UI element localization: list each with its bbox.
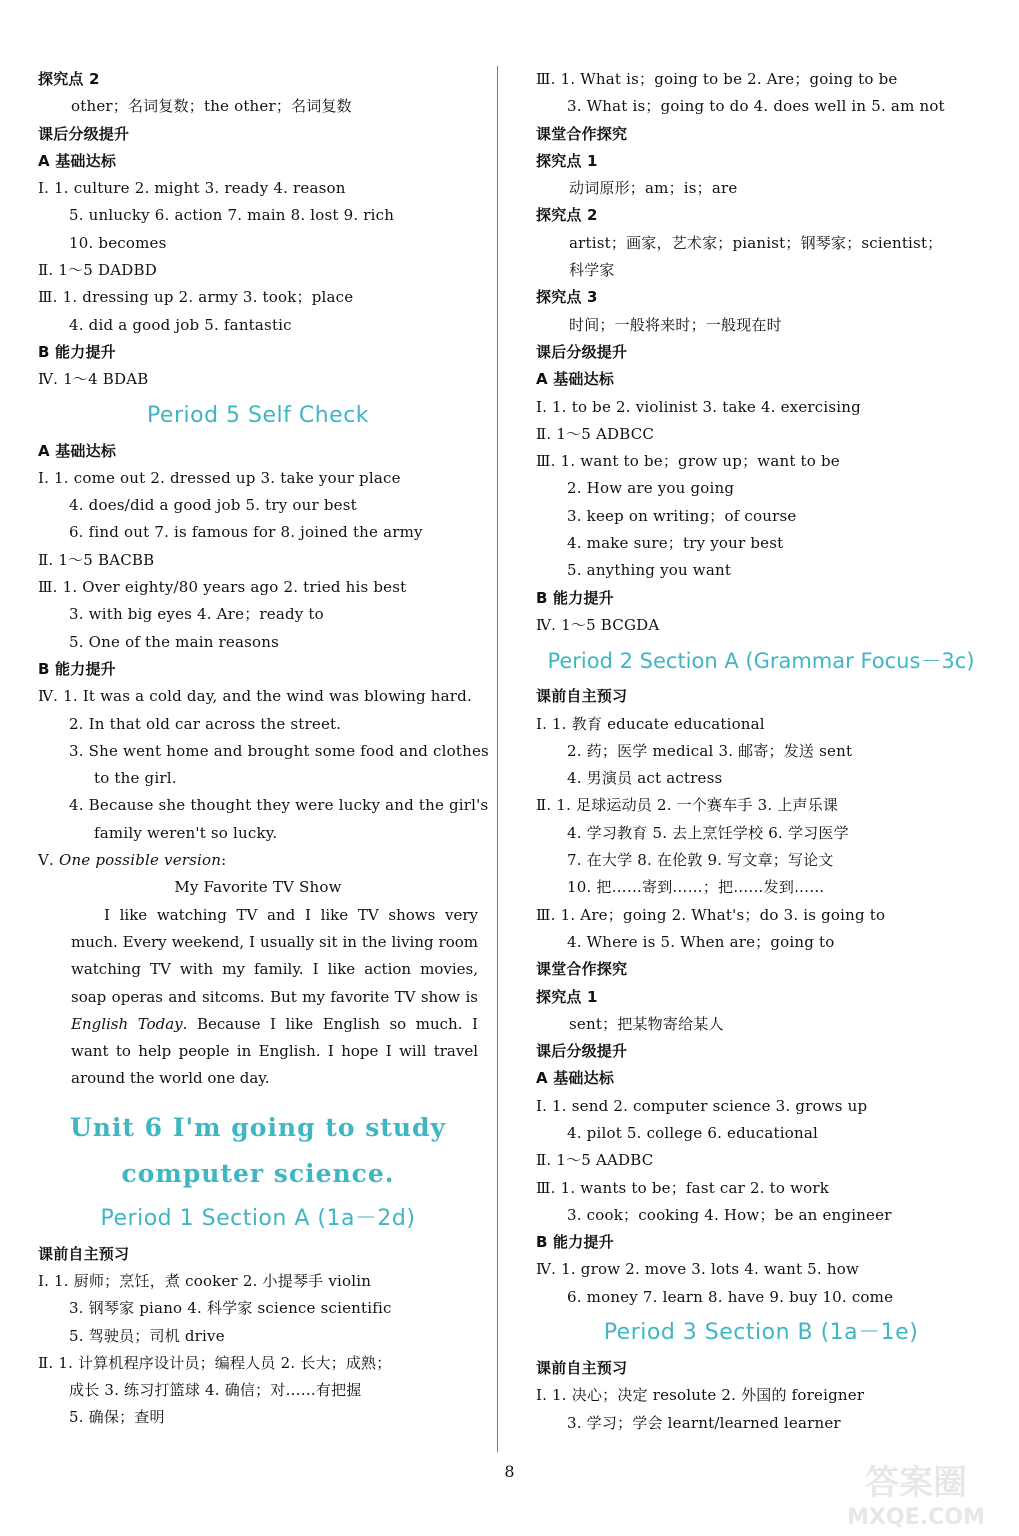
heading-probe1: 探究点 1 [536,151,598,170]
unit6-title-line2: computer science. [121,1158,395,1188]
answer-line: 4. Where is 5. When are；going to [567,932,835,951]
left-column [38,66,489,1432]
possible-version-label: One possible version [58,851,222,870]
answer-line: 5. One of the main reasons [69,632,280,651]
heading-b-ability: B 能力提升 [38,342,116,361]
heading-after-class: 课后分级提升 [38,124,130,143]
heading-b-ability: B 能力提升 [536,588,614,607]
answer-line: 5. 驾驶员；司机 drive [69,1326,225,1345]
answer-line: 4. does/did a good job 5. try our best [69,496,357,515]
heading-b-ability: B 能力提升 [38,659,116,678]
answer-line: 5. unlucky 6. action 7. main 8. lost 9. rich [69,206,395,225]
answer-line: 4. make sure；try your best [567,534,784,553]
answer-line: 4. 学习教育 5. 去上烹饪学校 6. 学习医学 [567,823,849,842]
heading-preview: 课前自主预习 [38,1244,130,1263]
answer-line: 成长 3. 练习打篮球 4. 确信；对……有把握 [69,1381,362,1400]
answer-line: 动词原形；am；is；are [569,179,738,198]
answer-line: Ⅱ. 1～5 BACBB [38,550,155,569]
answer-line: 2. In that old car across the street. [69,714,342,733]
answer-line: 4. did a good job 5. fantastic [69,315,292,334]
column-divider [497,66,498,1452]
roman-prefix: Ⅴ. [38,851,59,870]
answer-line: 5. anything you want [567,561,732,580]
heading-b-ability: B 能力提升 [536,1233,614,1252]
answer-line: 6. money 7. learn 8. have 9. buy 10. come [567,1287,894,1306]
heading-probe3: 探究点 3 [536,288,598,307]
answer-line: Ⅲ. 1. want to be；grow up；want to be [536,452,840,471]
answer-line: 2. How are you going [567,479,735,498]
answer-line: Ⅳ. 1. grow 2. move 3. lots 4. want 5. how [536,1260,859,1279]
page-number: 8 [504,1462,515,1481]
heading-a-basic: A 基础达标 [536,370,615,389]
answer-line: Ⅰ. 1. to be 2. violinist 3. take 4. exercising [536,397,861,416]
answer-line: Ⅳ. 1～5 BCGDA [536,615,660,634]
answer-line: Ⅲ. 1. dressing up 2. army 3. took；place [38,288,354,307]
period3-title: Period 3 Section B (1a－1e) [603,1320,919,1346]
svg-text:答案圈: 答案圈 [865,1463,967,1503]
answer-line: 7. 在大学 8. 在伦敦 9. 写文章；写论文 [567,851,834,870]
answer-line: Ⅱ. 1. 足球运动员 2. 一个赛车手 3. 上声乐课 [536,796,839,815]
answer-line: 10. becomes [69,233,167,252]
answer-line: Ⅰ. 1. send 2. computer science 3. grows up [536,1096,868,1115]
heading-a-basic: A 基础达标 [536,1069,615,1088]
answer-line: 4. Because she thought they were lucky and the girl's [69,796,489,815]
answer-line: Ⅳ. 1. It was a cold day, and the wind was blowing hard. [38,687,472,706]
writing-prompt [38,847,478,874]
answer-line: 3. What is；going to do 4. does well in 5. am not [567,97,945,116]
heading-class: 课堂合作探究 [536,124,628,143]
answer-line: 时间；一般将来时；一般现在时 [569,315,782,334]
heading-probe2: 探究点 2 [38,70,100,88]
answer-line: Ⅰ. 1. 决心；决定 resolute 2. 外国的 foreigner [536,1386,865,1405]
answer-line: 4. 男演员 act actress [567,769,723,788]
heading-probe1: 探究点 1 [536,987,598,1006]
answer-line: Ⅰ. 1. 教育 educate educational [536,714,765,733]
answer-line: 3. 学习；学会 learnt/learned learner [567,1413,841,1432]
answer-line: 3. She went home and brought some food and clothes [69,741,489,760]
answer-line: 科学家 [569,261,615,280]
essay-text: I like watching TV and I like TV shows very much. Every weekend, I usually sit in the living room watching TV with my family. I like action movies, soap operas and sitcoms. But my favorite TV show is [71,905,478,1006]
answer-line: Ⅰ. 1. come out 2. dressed up 3. take your place [38,468,401,487]
answer-line: Ⅲ. 1. What is；going to be 2. Are；going to be [536,70,898,88]
period5-title: Period 5 Self Check [146,402,370,428]
heading-a-basic: A 基础达标 [38,441,117,460]
essay-text: . Because I like English so much. I want to help people in English. I hope I will travel around the world one day. [71,1014,478,1088]
answer-line: sent；把某物寄给某人 [569,1014,724,1033]
answer-line: Ⅰ. 1. 厨师；烹饪，煮 cooker 2. 小提琴手 violin [38,1271,372,1290]
heading-after-class: 课后分级提升 [536,342,628,361]
answer-line: 2. 药；医学 medical 3. 邮寄；发送 sent [567,741,853,760]
period2-title: Period 2 Section A (Grammar Focus－3c) [547,649,975,674]
answer-line: 5. 确保；查明 [69,1408,165,1427]
heading-class: 课堂合作探究 [536,960,628,979]
right-column [536,66,986,1437]
period1-title: Period 1 Section A (1a－2d) [100,1205,416,1231]
svg-text:MXQE.COM: MXQE.COM [847,1505,985,1530]
heading-preview: 课前自主预习 [536,1359,628,1378]
answer-line: Ⅱ. 1～5 DADBD [38,261,157,280]
answer-line: 3. 钢琴家 piano 4. 科学家 science scientific [69,1299,392,1318]
answer-line: Ⅰ. 1. culture 2. might 3. ready 4. reason [38,179,346,198]
answer-line: 3. cook；cooking 4. How；be an engineer [567,1205,892,1224]
heading-probe2: 探究点 2 [536,206,598,225]
answer-line: Ⅲ. 1. Over eighty/80 years ago 2. tried his best [38,578,407,597]
answer-line: 10. 把……寄到……；把……发到…… [567,878,825,897]
answer-line: 4. pilot 5. college 6. educational [567,1123,818,1142]
answer-line: to the girl. [94,769,177,788]
answer-line: Ⅱ. 1～5 ADBCC [536,424,655,443]
answer-line: 3. with big eyes 4. Are；ready to [69,605,324,624]
answer-line: family weren't so lucky. [94,823,278,842]
answer-line: other；名词复数；the other；名词复数 [71,97,352,116]
answer-line: 6. find out 7. is famous for 8. joined the army [69,523,423,542]
essay-show-name: English Today [71,1014,183,1033]
heading-a-basic: A 基础达标 [38,151,117,170]
unit6-title-line1: Unit 6 I'm going to study [69,1112,447,1142]
watermark-logo [821,1456,1011,1530]
essay-body [38,902,478,1093]
heading-after-class: 课后分级提升 [536,1042,628,1061]
essay-title: My Favorite TV Show [174,878,342,897]
answer-line: Ⅱ. 1. 计算机程序设计员；编程人员 2. 长大；成熟； [38,1353,392,1372]
answer-line: 3. keep on writing；of course [567,506,797,525]
heading-preview: 课前自主预习 [536,687,628,706]
answer-line: Ⅲ. 1. Are；going 2. What's；do 3. is going to [536,905,886,924]
colon: : [221,851,227,870]
answer-line: artist；画家，艺术家；pianist；钢琴家；scientist； [569,233,943,252]
answer-line: Ⅲ. 1. wants to be；fast car 2. to work [536,1178,830,1197]
answer-line: Ⅱ. 1～5 AADBC [536,1151,654,1170]
answer-line: Ⅳ. 1～4 BDAB [38,370,149,389]
